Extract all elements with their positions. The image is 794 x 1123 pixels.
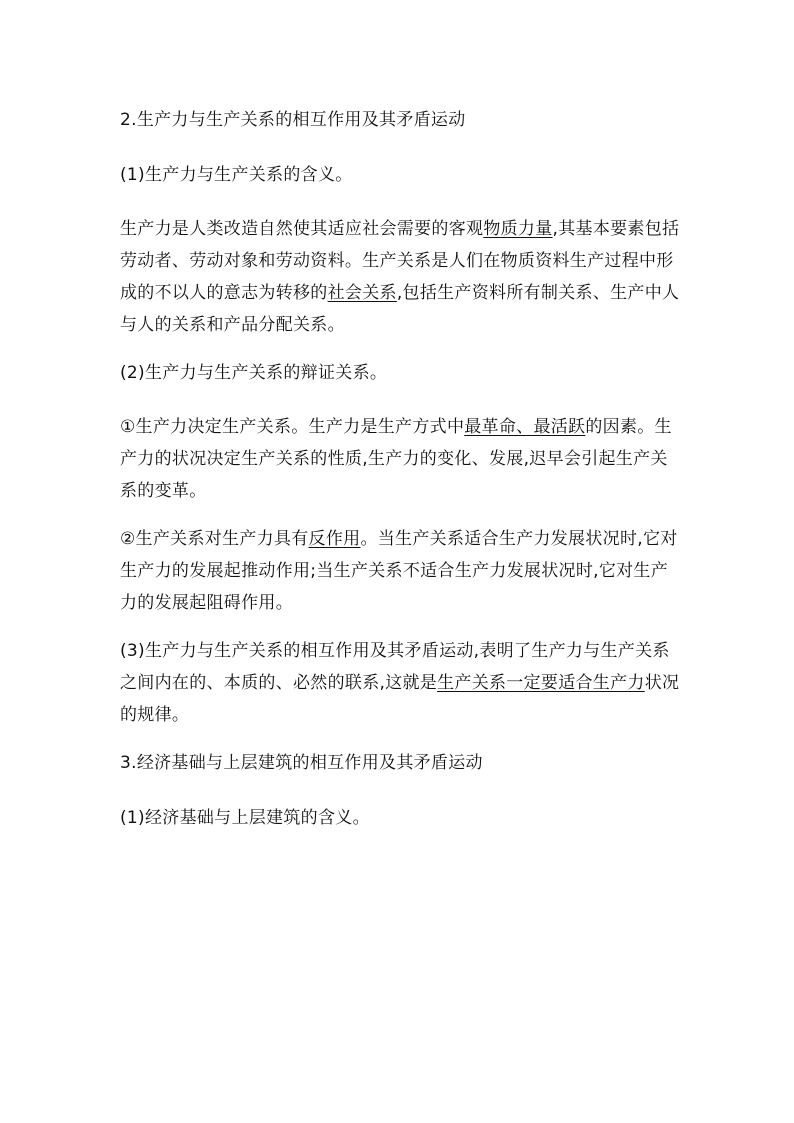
text-run: 状况的规律。 <box>120 673 680 725</box>
section-heading: 3.经济基础与上层建筑的相互作用及其矛盾运动 <box>120 753 483 773</box>
subheading: (1)经济基础与上层建筑的含义。 <box>120 808 370 828</box>
text-run: 的因素。生产力的状况决定生产关系的性质,生产力的变化、发展,迟早会引起生产关系的变革。 <box>120 417 672 501</box>
subheading: (1)生产力与生产关系的含义。 <box>120 165 353 185</box>
paragraph <box>120 411 680 507</box>
text-run: (3)生产力与生产关系的相互作用及其矛盾运动,表明了生产力与生产关系之间内在的、本质的、必然的联系,这就是 <box>120 641 670 693</box>
text-run: ①生产力决定生产关系。生产力是生产方式中 <box>120 417 465 437</box>
paragraph <box>120 213 680 341</box>
paragraph <box>120 523 680 619</box>
text-run: 。当生产关系适合生产力发展状况时,它对生产力的发展起推动作用;当生产关系不适合生产力发展状况时,它对生产力的发展起阻碍作用。 <box>120 529 678 613</box>
text-run: ,包括生产资料所有制关系、生产中人与人的关系和产品分配关系。 <box>120 283 680 335</box>
underlined-term: 最革命、最活跃 <box>464 417 586 437</box>
text-run: ,其基本要素包括劳动者、劳动对象和劳动资料。生产关系是人们在物质资料生产过程中形成的不以人的意志为转移的 <box>120 219 680 303</box>
section-heading: 2.生产力与生产关系的相互作用及其矛盾运动 <box>120 110 466 130</box>
text-run: ②生产关系对生产力具有 <box>120 529 309 549</box>
subheading: (2)生产力与生产关系的辩证关系。 <box>120 363 388 383</box>
underlined-term: 反作用 <box>308 529 361 549</box>
underlined-term: 社会关系 <box>327 283 397 303</box>
underlined-term: 物质力量 <box>483 219 553 239</box>
text-run: 生产力是人类改造自然使其适应社会需要的客观 <box>120 219 484 239</box>
underlined-term: 生产关系一定要适合生产力 <box>437 673 645 693</box>
document-page <box>120 104 680 856</box>
paragraph <box>120 635 680 731</box>
